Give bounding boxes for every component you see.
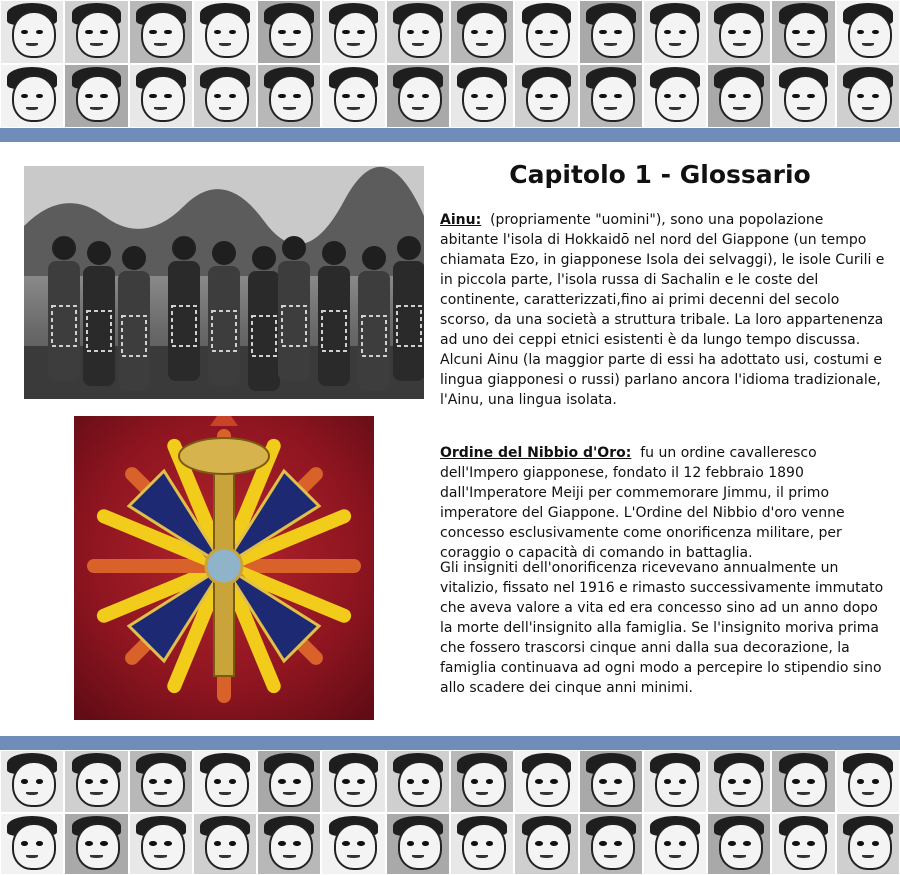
ainu-term: Ainu: <box>440 212 482 228</box>
manga-collage-bottom <box>0 750 900 875</box>
manga-panel <box>129 750 193 813</box>
manga-panel <box>257 0 321 64</box>
page-title: Capitolo 1 - Glossario <box>509 160 811 189</box>
manga-panel <box>64 0 128 64</box>
manga-panel <box>836 750 900 813</box>
ordine-term: Ordine del Nibbio d'Oro: <box>440 445 632 461</box>
manga-panel <box>579 64 643 128</box>
blue-divider-top <box>0 128 900 142</box>
manga-panel <box>643 64 707 128</box>
manga-panel <box>64 64 128 128</box>
manga-panel <box>514 64 578 128</box>
order-medal-photo <box>74 416 374 720</box>
manga-panel <box>193 64 257 128</box>
manga-panel <box>321 750 385 813</box>
manga-panel <box>64 750 128 813</box>
manga-panel <box>386 64 450 128</box>
manga-panel <box>129 813 193 875</box>
manga-panel <box>771 750 835 813</box>
manga-panel <box>193 750 257 813</box>
manga-panel <box>450 0 514 64</box>
manga-panel <box>579 0 643 64</box>
manga-panel <box>0 64 64 128</box>
ainu-group-photo <box>24 166 424 399</box>
manga-panel <box>0 813 64 875</box>
manga-panel <box>386 813 450 875</box>
manga-panel <box>129 0 193 64</box>
manga-panel <box>321 64 385 128</box>
ordine-definition <box>440 443 885 563</box>
manga-panel <box>643 0 707 64</box>
manga-panel <box>771 0 835 64</box>
manga-panel <box>579 813 643 875</box>
manga-panel <box>64 813 128 875</box>
manga-panel <box>707 0 771 64</box>
manga-panel <box>579 750 643 813</box>
medal-illustration <box>74 416 374 720</box>
manga-panel <box>193 813 257 875</box>
manga-panel <box>836 64 900 128</box>
manga-panel <box>771 64 835 128</box>
blue-divider-bottom <box>0 736 900 750</box>
ainu-text: (propriamente "uomini"), sono una popolazione abitante l'isola di Hokkaidō nel nord del Giappone (un tempo chiamata Ezo, in giapponese Isola dei selvaggi), le isole Curili e in piccola parte, l'isola russa di Sachalin e le coste del continente, caratterizzati,fino ai primi decenni del secolo scorso, da una società a struttura tribale. La loro appartenenza ad uno dei ceppi etnici esistenti è da lungo tempo discussa. Alcuni Ainu (la maggior parte di essi ha adottato usi, costumi e lingua giapponesi o russi) parlano ancora l'idioma tradizionale, l'Ainu, una lingua isolata. <box>440 212 885 408</box>
manga-panel <box>771 813 835 875</box>
manga-panel <box>450 813 514 875</box>
ordine-text: fu un ordine cavalleresco dell'Impero giapponese, fondato il 12 febbraio 1890 dall'Imperatore Meiji per commemorare Jimmu, il primo imperatore del Giappone. L'Ordine del Nibbio d'oro venne concesso esclusivamente come onorificenza militare, per coraggio o capacità di comando in battaglia. <box>440 445 845 561</box>
manga-panel <box>450 750 514 813</box>
manga-panel <box>707 813 771 875</box>
manga-panel <box>836 813 900 875</box>
manga-panel <box>514 750 578 813</box>
manga-panel <box>643 750 707 813</box>
manga-panel <box>0 750 64 813</box>
manga-panel <box>450 64 514 128</box>
ainu-definition <box>440 210 885 410</box>
manga-panel <box>514 0 578 64</box>
manga-panel <box>321 0 385 64</box>
manga-panel <box>257 64 321 128</box>
manga-panel <box>707 64 771 128</box>
manga-panel <box>257 750 321 813</box>
manga-panel <box>514 813 578 875</box>
manga-panel <box>0 0 64 64</box>
ainu-group-illustration <box>24 166 424 399</box>
manga-panel <box>707 750 771 813</box>
manga-panel <box>129 64 193 128</box>
manga-panel <box>386 750 450 813</box>
manga-panel <box>643 813 707 875</box>
manga-panel <box>193 0 257 64</box>
insigniti-paragraph: Gli insigniti dell'onorificenza ricevevano annualmente un vitalizio, fissato nel 1916 e rimasto successivamente immutato che aveva valore a vita ed era concesso sino ad un anno dopo la morte dell'insignito alla famiglia. Se l'insignito moriva prima che fossero trascorsi cinque anni dalla sua decorazione, la famiglia continuava ad ogni modo a percepire lo stipendio sino allo scadere dei cinque anni minimi. <box>440 560 884 696</box>
manga-panel <box>386 0 450 64</box>
manga-panel <box>321 813 385 875</box>
manga-panel <box>836 0 900 64</box>
manga-panel <box>257 813 321 875</box>
manga-collage-top <box>0 0 900 128</box>
